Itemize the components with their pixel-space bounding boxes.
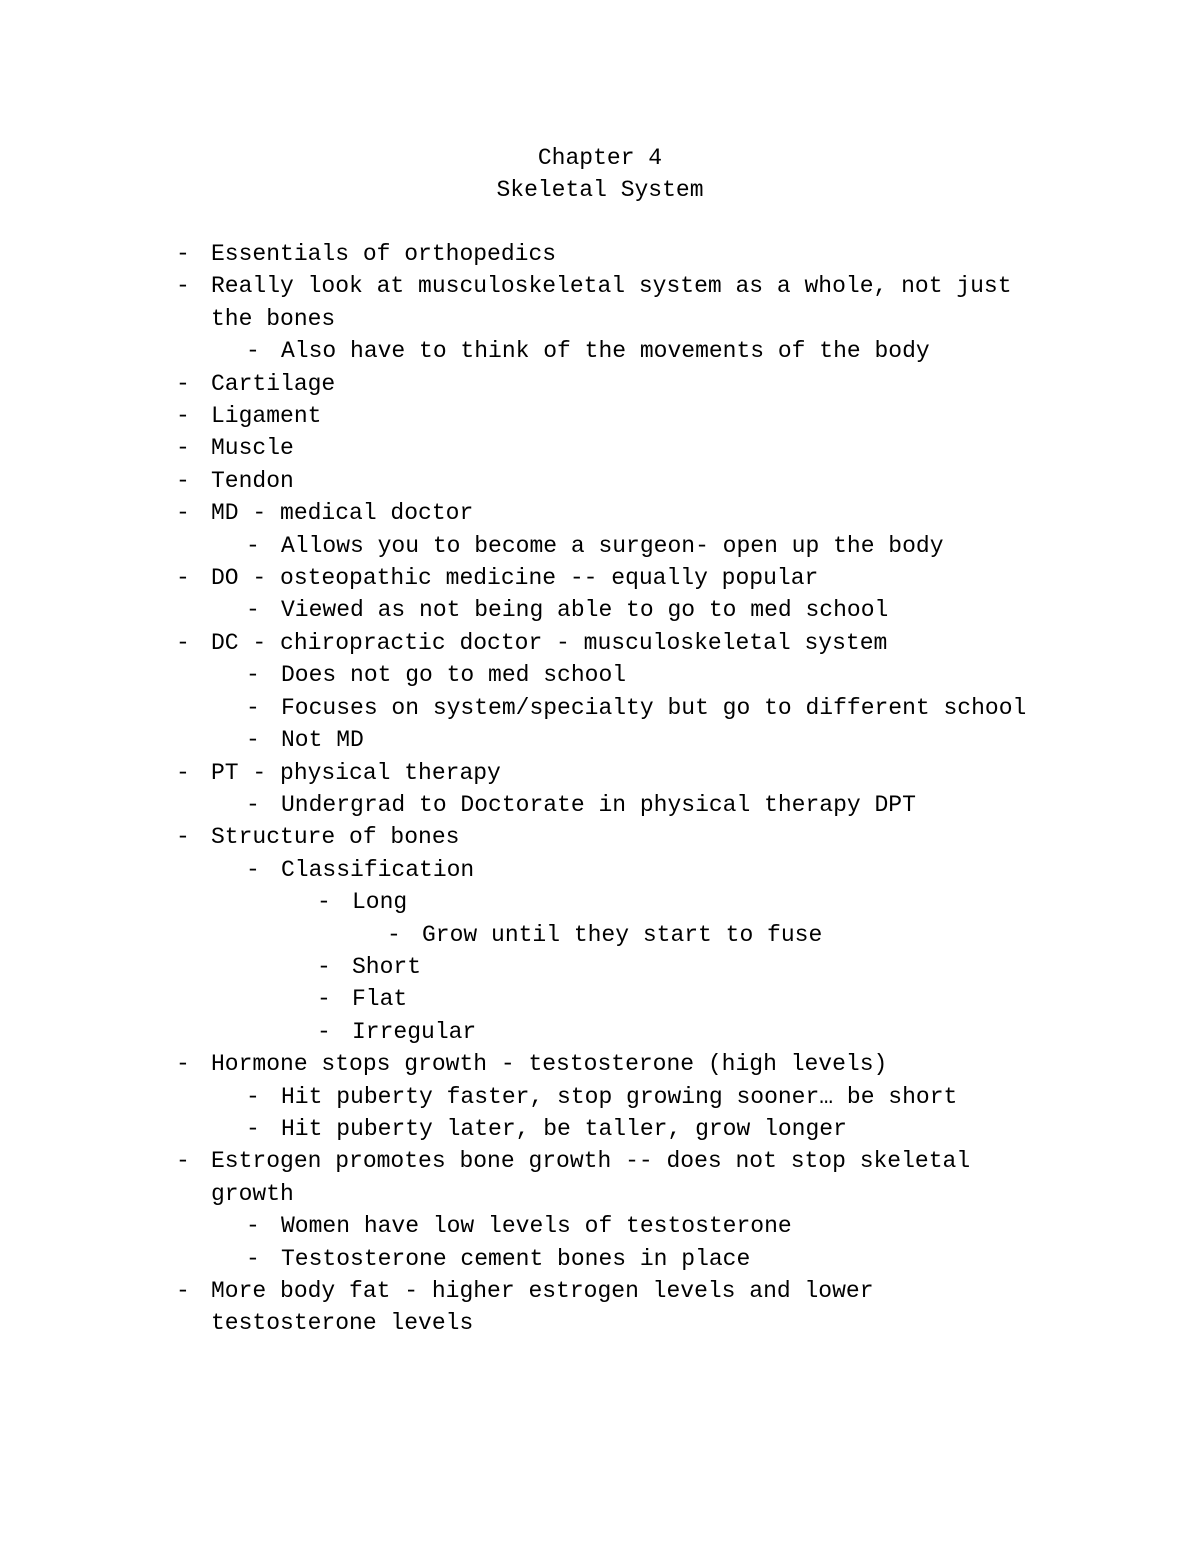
note-item-level-0	[176, 821, 1076, 853]
bullet-dash: -	[176, 1051, 190, 1078]
note-item-level-0	[176, 400, 1076, 432]
bullet-dash: -	[246, 597, 260, 624]
bullet-dash: -	[246, 338, 260, 365]
note-item-level-0	[176, 562, 1076, 594]
note-item-level-0	[176, 1145, 1076, 1177]
note-item-level-2	[176, 886, 1076, 918]
note-text: Tendon	[211, 467, 294, 494]
note-item-level-3	[176, 919, 1076, 951]
bullet-dash: -	[176, 759, 190, 786]
bullet-dash: -	[246, 694, 260, 721]
bullet-dash: -	[176, 403, 190, 430]
bullet-dash: -	[176, 241, 190, 267]
note-text: DO - osteopathic medicine -- equally popular	[211, 565, 819, 592]
note-text: Irregular	[352, 1018, 477, 1045]
page-title: Chapter 4	[537, 145, 663, 171]
note-item-level-0	[176, 270, 1076, 302]
bullet-dash: -	[176, 629, 190, 656]
bullet-dash: -	[246, 727, 260, 754]
note-text: Hit puberty later, be taller, grow longer	[281, 1115, 847, 1142]
bullet-dash: -	[246, 856, 260, 883]
bullet-dash: -	[246, 791, 260, 818]
note-text: Muscle	[211, 435, 294, 462]
note-item-level-0	[176, 238, 1076, 270]
bullet-dash: -	[176, 565, 190, 592]
note-text: Really look at musculoskeletal system as a whole, not just	[211, 273, 1012, 300]
note-continuation	[176, 1307, 1076, 1339]
bullet-dash: -	[317, 986, 331, 1013]
note-item-level-0	[176, 757, 1076, 789]
note-item-level-1	[176, 530, 1076, 562]
note-item-level-1	[176, 1243, 1076, 1275]
note-item-level-0	[176, 432, 1076, 464]
note-text: Undergrad to Doctorate in physical therapy DPT	[281, 791, 916, 818]
note-continuation	[176, 1178, 1076, 1210]
bullet-dash: -	[176, 1148, 190, 1175]
bullet-dash: -	[176, 824, 190, 851]
note-text: Ligament	[211, 403, 322, 430]
bullet-dash: -	[246, 662, 260, 689]
note-item-level-1	[176, 1113, 1076, 1145]
bullet-dash: -	[176, 1278, 190, 1304]
bullet-dash: -	[317, 889, 331, 916]
note-item-level-1	[176, 335, 1076, 367]
bullet-dash: -	[176, 467, 190, 494]
note-item-level-0	[176, 627, 1076, 659]
note-text: Hormone stops growth - testosterone (high levels)	[211, 1051, 888, 1078]
document-header	[0, 142, 1200, 207]
note-item-level-1	[176, 724, 1076, 756]
note-item-level-1	[176, 594, 1076, 626]
note-text: DC - chiropractic doctor - musculoskeletal system	[211, 629, 888, 656]
note-text: MD - medical doctor	[211, 500, 474, 527]
note-item-level-1	[176, 1081, 1076, 1113]
bullet-dash: -	[246, 532, 260, 559]
note-text: Estrogen promotes bone growth -- does not stop skeletal	[211, 1148, 971, 1175]
bullet-dash: -	[246, 1245, 260, 1272]
note-item-level-0	[176, 1275, 1076, 1307]
note-text: Grow until they start to fuse	[422, 921, 823, 948]
bullet-dash: -	[387, 921, 401, 948]
note-text: Viewed as not being able to go to med school	[281, 597, 889, 624]
note-item-level-0	[176, 368, 1076, 400]
note-item-level-1	[176, 692, 1076, 724]
note-item-level-2	[176, 951, 1076, 983]
note-text: Short	[352, 953, 422, 980]
note-text: Hit puberty faster, stop growing sooner… be short	[281, 1083, 958, 1110]
note-text: Allows you to become a surgeon- open up the body	[281, 532, 944, 559]
bullet-dash: -	[246, 1083, 260, 1110]
note-text: Also have to think of the movements of the body	[281, 338, 930, 365]
note-continuation	[176, 303, 1076, 335]
note-item-level-0	[176, 1048, 1076, 1080]
note-text: Classification	[281, 856, 475, 883]
note-text: Women have low levels of testosterone	[281, 1213, 792, 1240]
note-text: Flat	[352, 986, 408, 1013]
note-item-level-1	[176, 789, 1076, 821]
note-text: Focuses on system/specialty but go to different school	[281, 694, 1027, 721]
note-item-level-1	[176, 1210, 1076, 1242]
note-text: growth	[211, 1180, 294, 1207]
bullet-dash: -	[176, 370, 190, 397]
note-text: Long	[352, 889, 408, 916]
note-text: testosterone levels	[211, 1310, 474, 1337]
bullet-dash: -	[246, 1213, 260, 1240]
note-item-level-2	[176, 1016, 1076, 1048]
note-text: More body fat - higher estrogen levels and lower	[211, 1278, 874, 1304]
note-text: the bones	[211, 305, 336, 332]
note-item-level-0	[176, 465, 1076, 497]
notes-list	[176, 238, 1076, 1340]
bullet-dash: -	[317, 1018, 331, 1045]
note-item-level-2	[176, 983, 1076, 1015]
bullet-dash: -	[246, 1115, 260, 1142]
note-text: Structure of bones	[211, 824, 460, 851]
note-item-level-1	[176, 659, 1076, 691]
note-item-level-0	[176, 497, 1076, 529]
note-text: Testosterone cement bones in place	[281, 1245, 751, 1272]
bullet-dash: -	[317, 953, 331, 980]
note-item-level-1	[176, 854, 1076, 886]
bullet-dash: -	[176, 435, 190, 462]
bullet-dash: -	[176, 273, 190, 300]
bullet-dash: -	[176, 500, 190, 527]
note-text: PT - physical therapy	[211, 759, 501, 786]
note-text: Essentials of orthopedics	[211, 241, 557, 267]
note-text: Cartilage	[211, 370, 336, 397]
note-text: Not MD	[281, 727, 364, 754]
note-text: Does not go to med school	[281, 662, 627, 689]
page-subtitle: Skeletal System	[496, 177, 704, 204]
